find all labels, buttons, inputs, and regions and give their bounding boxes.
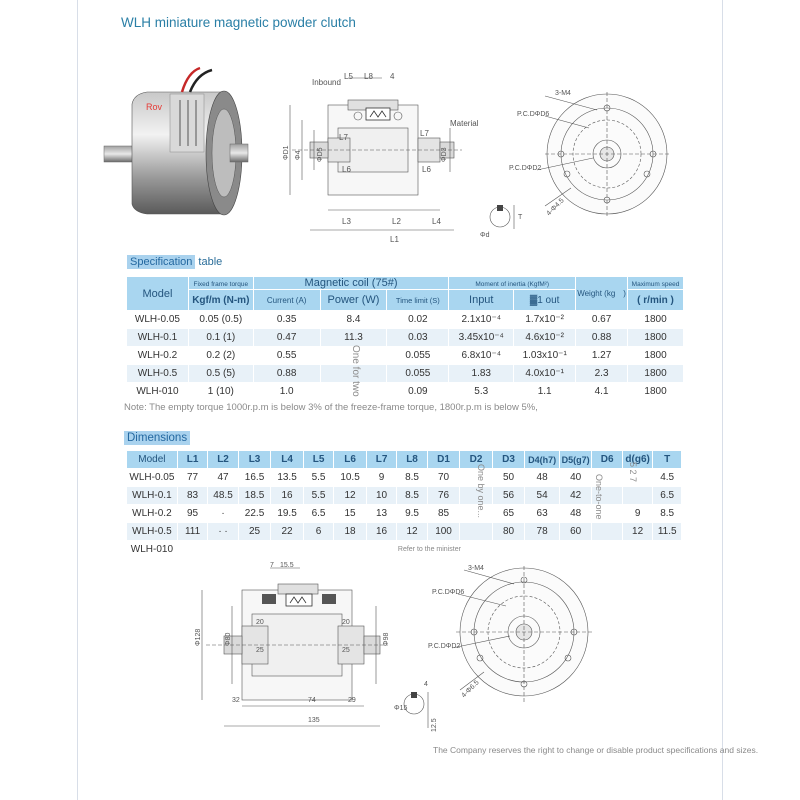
bottom-pcd6-label: P.C.DΦD6: [432, 589, 465, 596]
spec-header-speed: ( r/min ): [628, 290, 684, 311]
table-row: WLH-010 1 (10) 1.0 0.09 5.3 1.1 4.1 1800: [127, 383, 684, 401]
table-row: WLH-0.05 0.05 (0.5) 0.35 8.4 0.02 2.1x10⁻⁴ 1.7x10⁻² 0.67 1800: [127, 311, 684, 329]
bottom-dim-15-5: 15.5: [280, 562, 294, 569]
dims-header-row: Model L1 L2 L3 L4 L5 L6 L7 L8 D1 D2 D3 D4(h7) D5(g7) D6 d(g6) T: [127, 451, 682, 469]
table-row: WLH-0.05 77 47 16.5 13.5 5.5 10.5 9 8.5 70 50 48 40 4.5: [127, 469, 682, 487]
top-face-drawing: [505, 88, 675, 228]
bottom-dim-25-right: 25: [342, 647, 350, 654]
bottom-pcd2-label: P.C.DΦD2: [428, 643, 461, 650]
t-label: T: [518, 214, 523, 221]
spec-header-inertia: Moment of inertia (KgfM²): [475, 280, 550, 288]
inbound-label: Inbound: [312, 78, 341, 87]
top-section-drawing: [282, 70, 479, 250]
spec-header-model: Model: [127, 277, 189, 311]
spec-tag-highlight: Specification: [127, 255, 195, 269]
m4-label: 3-M4: [555, 90, 571, 97]
spec-note: Note: The empty torque 1000r.p.m is below 3% of the freeze-frame torque, 1800r.p.m is below 5%,: [124, 402, 538, 413]
spec-table: [126, 276, 684, 401]
spec-header-input: Input: [449, 290, 514, 311]
dims-overlay-d6: One-to-one: [594, 474, 604, 520]
l6-label-right: L6: [422, 165, 431, 174]
l8-label: L8: [364, 72, 373, 81]
table-row: WLH-0.2 95 · 22.5 19.5 6.5 15 13 9.5 85 65 63 48 9 8.5: [127, 505, 682, 523]
table-row: WLH-0.2 0.2 (2) 0.55 0.055 6.8x10⁻⁴ 1.03x10⁻¹ 1.27 1800: [127, 347, 684, 365]
bottom-dim-29: 29: [348, 697, 356, 704]
d3-label: ΦD3: [441, 147, 448, 162]
spec-header-coil: Magnetic coil (75#): [253, 277, 449, 290]
bottom-key-12-5: 12.5: [431, 718, 438, 732]
d4-label: Φ4: [295, 150, 302, 160]
bottom-dim-74: 74: [308, 697, 316, 704]
spec-header-current: Current (A): [253, 290, 320, 311]
product-photo: [102, 64, 252, 224]
table-row: WLH-010 Refer to the minister: [127, 541, 682, 559]
dims-section-tag: [124, 432, 190, 444]
table-row: WLH-0.1 83 48.5 18.5 16 5.5 12 10 8.5 76 56 54 42 6.5: [127, 487, 682, 505]
bottom-dim-phi98: Φ98: [383, 632, 390, 646]
table-row: WLH-0.1 0.1 (1) 0.47 11.3 0.03 3.45x10⁻⁴ 4.6x10⁻² 0.88 1800: [127, 329, 684, 347]
l6-label-left: L6: [342, 165, 351, 174]
l1-label: L1: [390, 235, 399, 244]
l5-label: L5: [344, 72, 353, 81]
holes-label: 4-Φ4.5: [545, 197, 566, 218]
bottom-dim-20-left: 20: [256, 619, 264, 626]
spec-tag-rest: table: [195, 256, 223, 268]
bottom-dim-135: 135: [308, 717, 320, 724]
l7-label-right: L7: [420, 129, 429, 138]
table-row: WLH-0.5 111 · · 25 22 6 18 16 12 100 80 78 60 12 11.5: [127, 523, 682, 541]
bottom-dim-20-right: 20: [342, 619, 350, 626]
spec-header-fixed-torque: Fixed frame torque: [193, 280, 249, 288]
spec-header-torque-unit: Kgf/m (N-m): [188, 290, 253, 311]
spec-header-power: Power (W): [320, 290, 387, 311]
pcd6-label: P.C.DΦD6: [517, 111, 550, 118]
d1-label: ΦD1: [283, 145, 290, 160]
spec-header-output: ▓1 out: [514, 290, 576, 311]
dims-tag-label: Dimensions: [124, 431, 190, 445]
l4-label: L4: [432, 217, 441, 226]
dims-overlay-d2: One by one...: [476, 464, 486, 519]
spec-header-speed-top: Maximum speed: [631, 280, 680, 288]
spec-header-weight: Weight (kg ): [576, 277, 628, 311]
bottom-dim-7: 7: [270, 562, 274, 569]
d5-label: ΦD5: [317, 147, 324, 162]
spec-header-time: Time limit (S): [387, 290, 449, 311]
page-title: WLH miniature magnetic powder clutch: [121, 15, 356, 30]
bottom-dim-25-left: 25: [256, 647, 264, 654]
spec-section-tag: [127, 256, 222, 268]
bottom-dim-phi80: Φ80: [225, 632, 232, 646]
bottom-key-4: 4: [424, 681, 428, 688]
l7-label-left: L7: [339, 133, 348, 142]
bottom-m4-label: 3-M4: [468, 565, 484, 572]
spec-overlay-text: One for two: [350, 345, 361, 397]
bottom-holes-label: 4-Φ6.5: [460, 679, 481, 700]
table-row: WLH-0.5 0.5 (5) 0.88 0.055 1.83 4.0x10⁻¹ 2.3 1800: [127, 365, 684, 383]
bottom-dim-phi128: Φ128: [195, 628, 202, 646]
material-label: Material: [450, 119, 479, 128]
dims-overlay-dg6: 5 2 7: [628, 462, 638, 483]
bottom-section-drawing: [192, 560, 392, 740]
bottom-key-phi15: Φ15: [394, 705, 408, 712]
four-label: 4: [390, 72, 395, 81]
l2-label: L2: [392, 217, 401, 226]
bottom-dim-32: 32: [232, 697, 240, 704]
bottom-face-drawing: [428, 562, 598, 712]
pcd2-label: P.C.DΦD2: [509, 165, 542, 172]
footer-disclaimer: The Company reserves the right to change or disable product specifications and sizes.: [433, 745, 759, 755]
phid-label: Φd: [480, 232, 490, 239]
l3-label: L3: [342, 217, 351, 226]
svg-text:Rov: Rov: [146, 102, 163, 112]
